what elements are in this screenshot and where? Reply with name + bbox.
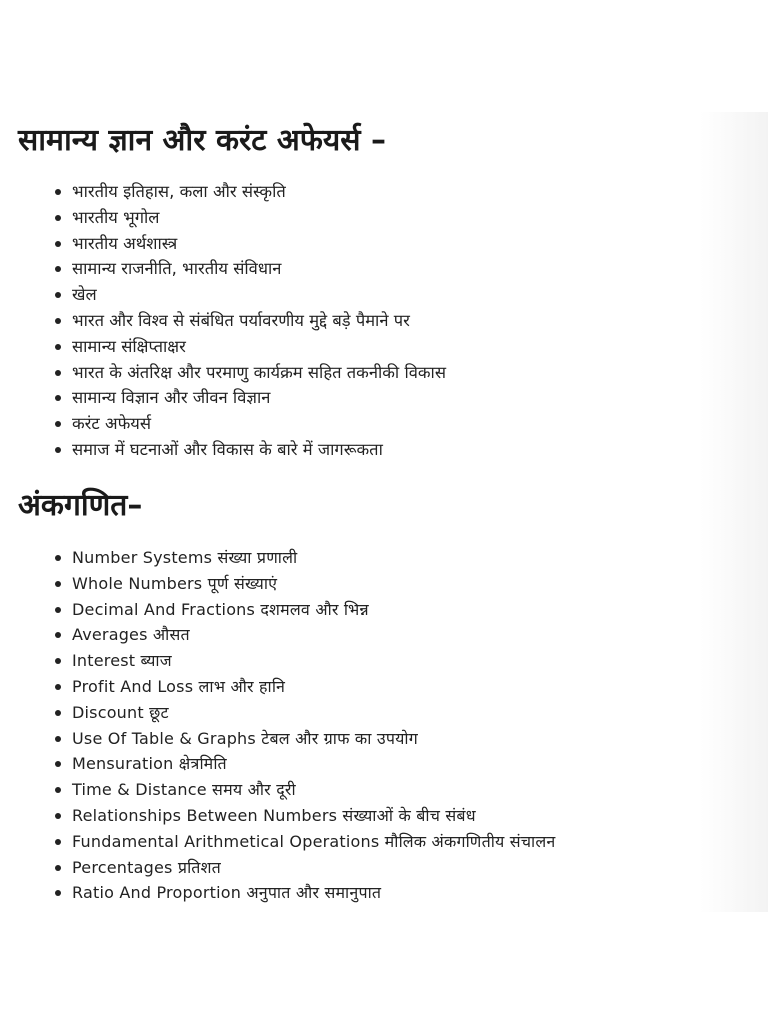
- list-item: Number Systems संख्या प्रणाली: [72, 545, 732, 571]
- list-item: Mensuration क्षेत्रमिति: [72, 751, 732, 777]
- list-item: खेल: [72, 282, 732, 308]
- arithmetic-topic-list: [0, 545, 732, 906]
- list-item: करंट अफेयर्स: [72, 411, 732, 437]
- list-item: Relationships Between Numbers संख्याओं के बीच संबंध: [72, 803, 732, 829]
- list-item: भारतीय भूगोल: [72, 205, 732, 231]
- list-item: भारतीय अर्थशास्त्र: [72, 231, 732, 257]
- list-item: भारतीय इतिहास, कला और संस्कृति: [72, 179, 732, 205]
- list-item: सामान्य राजनीति, भारतीय संविधान: [72, 256, 732, 282]
- list-item: समाज में घटनाओं और विकास के बारे में जागरूकता: [72, 437, 732, 463]
- list-item: Time & Distance समय और दूरी: [72, 777, 732, 803]
- list-item: भारत और विश्व से संबंधित पर्यावरणीय मुद्दे बड़े पैमाने पर: [72, 308, 732, 334]
- list-item: Interest ब्याज: [72, 648, 732, 674]
- list-item: Whole Numbers पूर्ण संख्याएं: [72, 571, 732, 597]
- list-item: Ratio And Proportion अनुपात और समानुपात: [72, 880, 732, 906]
- list-item: Discount छूट: [72, 700, 732, 726]
- list-item: Profit And Loss लाभ और हानि: [72, 674, 732, 700]
- section-title-arithmetic: अंकगणित–: [18, 488, 143, 523]
- general-knowledge-topic-list: [0, 179, 732, 463]
- list-item: Fundamental Arithmetical Operations मौलिक अंकगणितीय संचालन: [72, 829, 732, 855]
- list-item: Percentages प्रतिशत: [72, 855, 732, 881]
- list-item: सामान्य विज्ञान और जीवन विज्ञान: [72, 385, 732, 411]
- list-item: Use Of Table & Graphs टेबल और ग्राफ का उपयोग: [72, 726, 732, 752]
- list-item: सामान्य संक्षिप्ताक्षर: [72, 334, 732, 360]
- list-item: Decimal And Fractions दशमलव और भिन्न: [72, 597, 732, 623]
- section-title-general-knowledge: सामान्य ज्ञान और करंट अफेयर्स –: [18, 123, 387, 158]
- list-item: भारत के अंतरिक्ष और परमाणु कार्यक्रम सहित तकनीकी विकास: [72, 360, 732, 386]
- list-item: Averages औसत: [72, 622, 732, 648]
